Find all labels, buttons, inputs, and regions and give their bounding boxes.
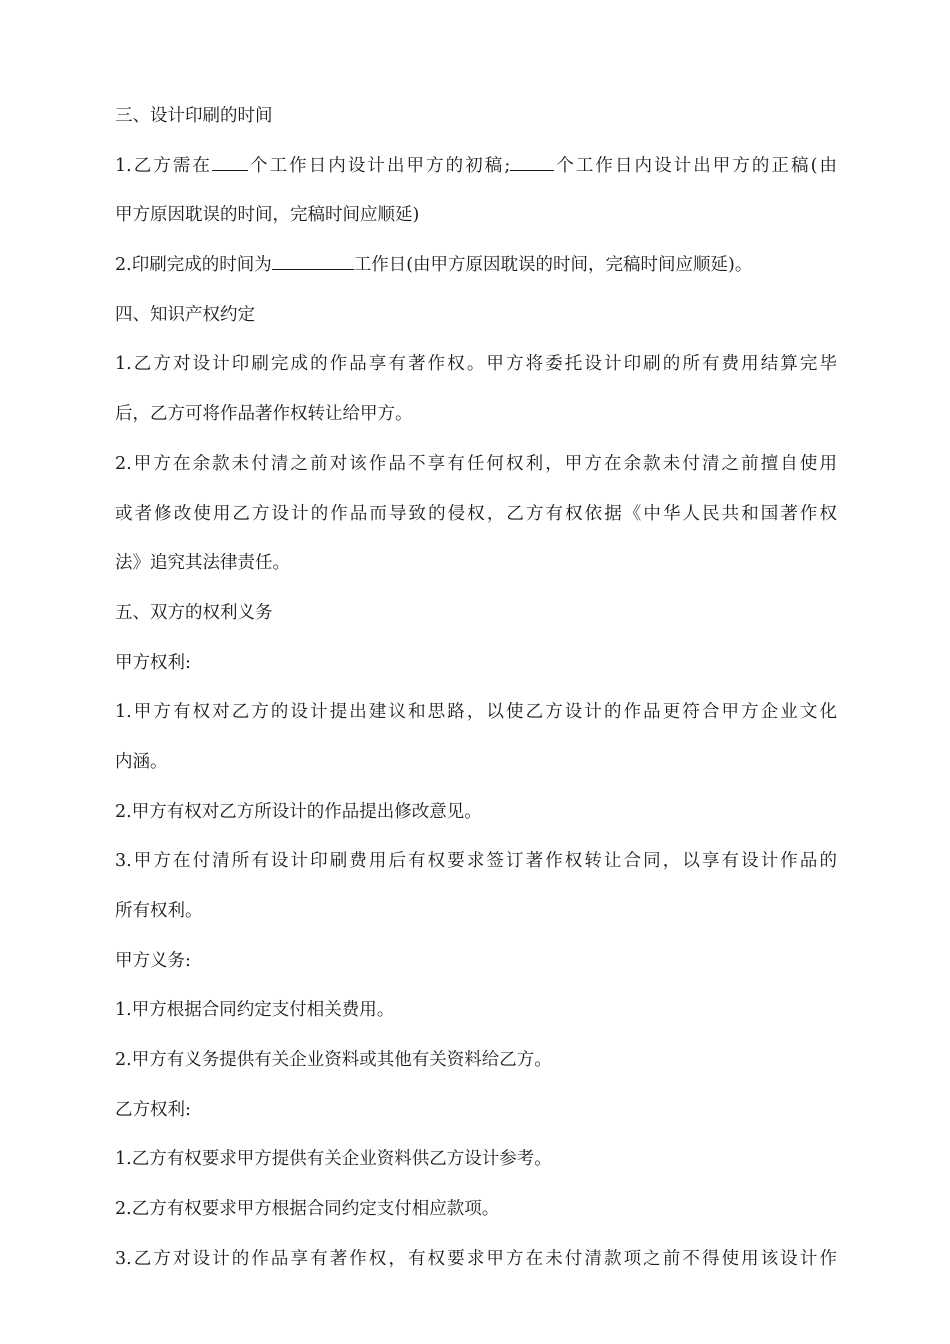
paragraph-line-draft-days: [115, 142, 837, 192]
text-segment: 2.印刷完成的时间为: [115, 255, 272, 276]
text-segment: 1.乙方需在: [115, 155, 212, 176]
paragraph-line-print-time: [115, 241, 837, 291]
paragraph-line: 1.乙方对设计印刷完成的作品享有著作权。甲方将委托设计印刷的所有费用结算完毕: [115, 354, 837, 375]
paragraph-line: 所有权利。: [115, 901, 203, 921]
paragraph-line: 1.甲方根据合同约定支付相关费用。: [115, 1000, 395, 1021]
paragraph-line: 2.甲方有义务提供有关企业资料或其他有关资料给乙方。: [115, 1050, 552, 1071]
paragraph-line: 后，乙方可将作品著作权转让给甲方。: [115, 404, 413, 425]
paragraph-line: 1.乙方有权要求甲方提供有关企业资料供乙方设计参考。: [115, 1149, 552, 1170]
fill-in-blank: [272, 251, 354, 270]
text-segment: 工作日(由甲方原因耽误的时间，完稿时间应顺延)。: [353, 255, 753, 276]
fill-in-blank: [510, 151, 554, 170]
fill-in-blank: [212, 151, 248, 170]
paragraph-line: 2.甲方在余款未付清之前对该作品不享有任何权利，甲方在余款未付清之前擅自使用: [115, 453, 837, 474]
paragraph-line: 1.甲方有权对乙方的设计提出建议和思路，以使乙方设计的作品更符合甲方企业文化: [115, 702, 837, 723]
text-segment: 个工作日内设计出甲方的正稿(由: [554, 155, 837, 176]
paragraph-line: 或者修改使用乙方设计的作品而导致的侵权，乙方有权依据《中华人民共和国著作权: [115, 503, 837, 524]
paragraph-line: 内涵。: [115, 751, 168, 772]
paragraph-line: 3.甲方在付清所有设计印刷费用后有权要求签订著作权转让合同，以享有设计作品的: [115, 851, 837, 872]
paragraph-line: 3.乙方对设计的作品享有著作权，有权要求甲方在未付清款项之前不得使用该设计作: [115, 1248, 837, 1269]
text-segment: 个工作日内设计出甲方的初稿;: [248, 155, 511, 176]
paragraph-line: 法》追究其法律责任。: [115, 553, 290, 574]
section-heading-design-time: 三、设计印刷的时间: [115, 106, 273, 126]
section-heading-rights-obligations: 五、双方的权利义务: [115, 602, 273, 623]
subheading-party-a-obligations: 甲方义务:: [115, 950, 191, 971]
paragraph-line: 甲方原因耽误的时间，完稿时间应顺延): [115, 205, 420, 226]
document-page: [115, 92, 837, 1285]
paragraph-line: 2.乙方有权要求甲方根据合同约定支付相应款项。: [115, 1199, 500, 1220]
subheading-party-a-rights: 甲方权利:: [115, 652, 191, 673]
paragraph-line: 2.甲方有权对乙方所设计的作品提出修改意见。: [115, 801, 482, 822]
subheading-party-b-rights: 乙方权利:: [115, 1099, 191, 1120]
section-heading-ip: 四、知识产权约定: [115, 304, 255, 325]
